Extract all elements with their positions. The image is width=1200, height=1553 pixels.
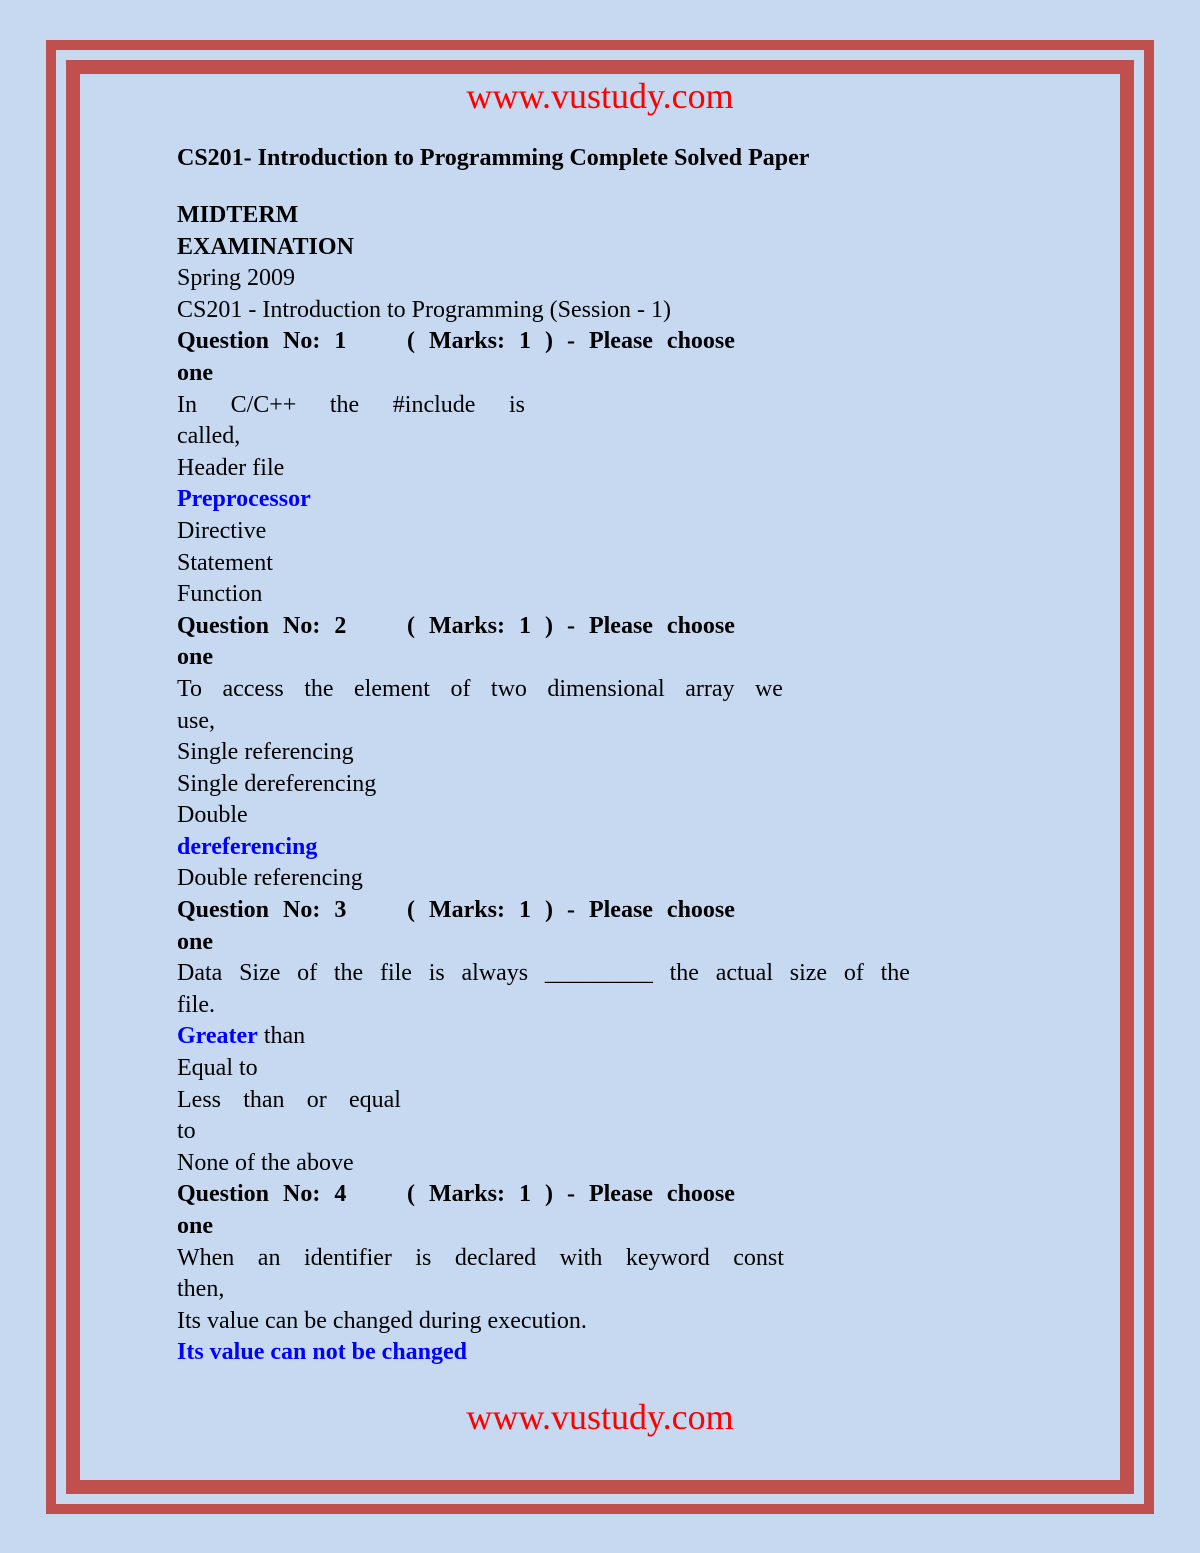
site-footer-url: www.vustudy.com bbox=[466, 1397, 734, 1437]
exam-heading-line2: EXAMINATION bbox=[177, 233, 354, 260]
option bbox=[177, 1085, 401, 1117]
word: const bbox=[733, 1244, 784, 1271]
word: keyword bbox=[625, 1244, 710, 1271]
question-marks: ( Marks: 1 ) - Please choose bbox=[407, 1181, 735, 1208]
word: with bbox=[559, 1244, 603, 1271]
word: the bbox=[669, 960, 699, 987]
paper-title: CS201- Introduction to Programming Complete Solved Paper bbox=[177, 145, 810, 171]
option-rest: than bbox=[257, 1023, 306, 1050]
word: an bbox=[257, 1244, 281, 1271]
word: is bbox=[508, 391, 525, 418]
option: Its value can be changed during execution. bbox=[177, 1307, 587, 1334]
option: Directive bbox=[177, 517, 267, 544]
word: is bbox=[415, 1244, 432, 1271]
question-marks: ( Marks: 1 ) - Please choose bbox=[407, 612, 735, 639]
word: the bbox=[304, 675, 334, 702]
option: Statement bbox=[177, 549, 273, 576]
word: size bbox=[789, 960, 828, 987]
word: Less bbox=[177, 1086, 221, 1113]
word: file bbox=[379, 960, 412, 987]
question-marks-cont: one bbox=[177, 359, 213, 386]
question-marks-cont: one bbox=[177, 928, 213, 955]
word: In bbox=[177, 391, 197, 418]
question-4-text-cont: then, bbox=[177, 1276, 225, 1303]
question-4-text bbox=[177, 1243, 784, 1275]
correct-answer: Its value can not be changed bbox=[177, 1339, 468, 1366]
word: is bbox=[428, 960, 445, 987]
word: always bbox=[461, 960, 529, 987]
word: _________ bbox=[544, 960, 653, 987]
question-2-text bbox=[177, 674, 783, 706]
question-3-text-cont: file. bbox=[177, 991, 215, 1018]
word: of bbox=[297, 960, 318, 987]
word: of bbox=[450, 675, 471, 702]
exam-term: Spring 2009 bbox=[177, 265, 296, 292]
word: access bbox=[222, 675, 284, 702]
question-number: Question No: 3 bbox=[177, 897, 347, 924]
question-1-text-cont: called, bbox=[177, 423, 241, 450]
option: Equal to bbox=[177, 1055, 258, 1082]
word: we bbox=[754, 675, 783, 702]
option-cont: to bbox=[177, 1118, 196, 1145]
option: Double referencing bbox=[177, 865, 363, 892]
option: Single referencing bbox=[177, 739, 354, 766]
word: the bbox=[329, 391, 360, 418]
word: element bbox=[354, 675, 430, 702]
question-marks: ( Marks: 1 ) - Please choose bbox=[407, 897, 735, 924]
question-1-text bbox=[177, 390, 525, 422]
exam-course: CS201 - Introduction to Programming (Session - 1) bbox=[177, 296, 671, 323]
option: Single dereferencing bbox=[177, 770, 377, 797]
word: Size bbox=[239, 960, 281, 987]
question-marks-cont: one bbox=[177, 644, 213, 671]
option: None of the above bbox=[177, 1149, 354, 1176]
exam-heading-line1: MIDTERM bbox=[177, 202, 299, 228]
word: Data bbox=[177, 960, 223, 987]
question-3-header bbox=[177, 895, 757, 927]
correct-answer: dereferencing bbox=[177, 833, 318, 860]
correct-answer: Greater bbox=[177, 1023, 258, 1050]
correct-answer: Preprocessor bbox=[177, 486, 311, 513]
word: actual bbox=[715, 960, 773, 987]
word: the bbox=[880, 960, 910, 987]
document-body bbox=[177, 142, 937, 1369]
word: the bbox=[333, 960, 364, 987]
word: To bbox=[177, 675, 202, 702]
word: or bbox=[306, 1086, 327, 1113]
word: equal bbox=[348, 1086, 401, 1113]
word: declared bbox=[454, 1244, 537, 1271]
question-1-header bbox=[177, 326, 757, 358]
word: than bbox=[243, 1086, 285, 1113]
word: identifier bbox=[303, 1244, 392, 1271]
option bbox=[177, 1021, 937, 1053]
question-3-text bbox=[177, 958, 910, 990]
option: Header file bbox=[177, 454, 285, 481]
question-4-header bbox=[177, 1179, 757, 1211]
question-2-text-cont: use, bbox=[177, 707, 215, 734]
word: two bbox=[490, 675, 527, 702]
question-marks: ( Marks: 1 ) - Please choose bbox=[407, 328, 735, 355]
word: C/C++ bbox=[230, 391, 297, 418]
question-2-header bbox=[177, 611, 757, 643]
word: #include bbox=[392, 391, 476, 418]
question-number: Question No: 2 bbox=[177, 612, 347, 639]
question-marks-cont: one bbox=[177, 1213, 213, 1239]
question-number: Question No: 1 bbox=[177, 328, 347, 355]
question-number: Question No: 4 bbox=[177, 1181, 347, 1208]
option: Double bbox=[177, 802, 248, 829]
word: When bbox=[177, 1244, 235, 1271]
word: array bbox=[685, 675, 735, 702]
site-header-url: www.vustudy.com bbox=[466, 76, 734, 116]
word: dimensional bbox=[547, 675, 665, 702]
word: of bbox=[843, 960, 864, 987]
option: Function bbox=[177, 581, 263, 608]
